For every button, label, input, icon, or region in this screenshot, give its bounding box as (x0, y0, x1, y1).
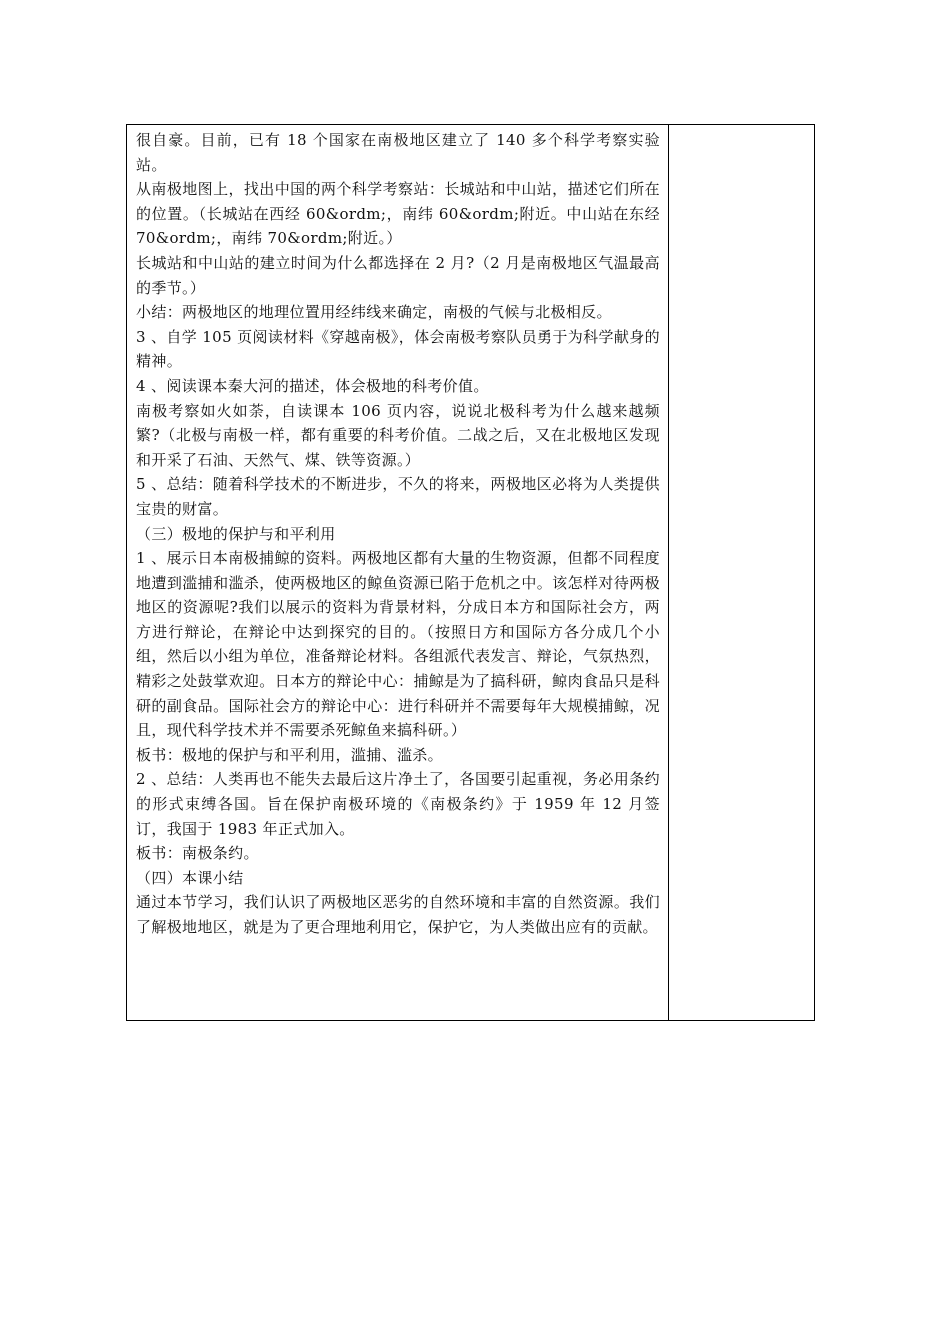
paragraph: 3 、自学 105 页阅读材料《穿越南极》，体会南极考察队员勇于为科学献身的精神。 (136, 327, 660, 371)
lesson-content-cell (127, 125, 669, 1020)
notes-cell (669, 125, 814, 1020)
paragraph: 长城站和中山站的建立时间为什么都选择在 2 月?（2 月是南极地区气温最高的季节。） (136, 253, 660, 297)
paragraph: 南极考察如火如荼，自读课本 106 页内容，说说北极科考为什么越来越频繁?（北极与南极一样，都有重要的科考价值。二战之后，又在北极地区发现和开采了石油、天然气、煤、铁等资源。） (136, 401, 660, 469)
paragraph: 5 、总结：随着科学技术的不断进步，不久的将来，两极地区必将为人类提供宝贵的财富。 (136, 475, 660, 518)
section-heading: （三）极地的保护与和平利用 (136, 524, 336, 543)
paragraph: 通过本节学习，我们认识了两极地区恶劣的自然环境和丰富的自然资源。我们了解极地地区，就是为了更合理地利用它，保护它，为人类做出应有的贡献。 (136, 893, 660, 936)
paragraph: 很自豪。目前，已有 18 个国家在南极地区建立了 140 多个科学考察实验站。 (136, 131, 660, 174)
section-heading: （四）本课小结 (136, 868, 244, 887)
paragraph: 2 、总结：人类再也不能失去最后这片净土了，各国要引起重视，务必用条约的形式束缚各国。旨在保护南极环境的《南极条约》于 1959 年 12 月签订，我国于 1983 年正式加入。 (136, 770, 660, 838)
paragraph: 从南极地图上，找出中国的两个科学考察站：长城站和中山站，描述它们所在的位置。（长城站在西经 60&ordm;，南纬 60&ordm;附近。中山站在东经 70&ordm;，南纬 70&ordm;附近。） (136, 180, 660, 248)
paragraph: 1 、展示日本南极捕鲸的资料。两极地区都有大量的生物资源，但都不同程度地遭到滥捕和滥杀，使两极地区的鲸鱼资源已陷于危机之中。该怎样对待两极地区的资源呢?我们以展示的资料为背景材料，分成日本方和国际社会方，两方进行辩论，在辩论中达到探究的目的。（按照日方和国际方各分成几个小组，然后以小组为单位，准备辩论材料。各组派代表发言、辩论，气氛热烈，精彩之处鼓掌欢迎。日本方的辩论中心：捕鲸是为了搞科研，鲸肉食品只是科研的副食品。国际社会方的辩论中心：进行科研并不需要每年大规模捕鲸，况且，现代科学技术并不需要杀死鲸鱼来搞科研。） (136, 549, 660, 740)
paragraph: 小结：两极地区的地理位置用经纬线来确定，南极的气候与北极相反。 (136, 303, 612, 322)
blackboard-note: 板书：极地的保护与和平利用，滥捕、滥杀。 (136, 745, 444, 764)
blackboard-note: 板书：南极条约。 (136, 844, 259, 863)
lesson-table (126, 124, 815, 1021)
paragraph: 4 、阅读课本秦大河的描述，体会极地的科考价值。 (136, 376, 489, 395)
